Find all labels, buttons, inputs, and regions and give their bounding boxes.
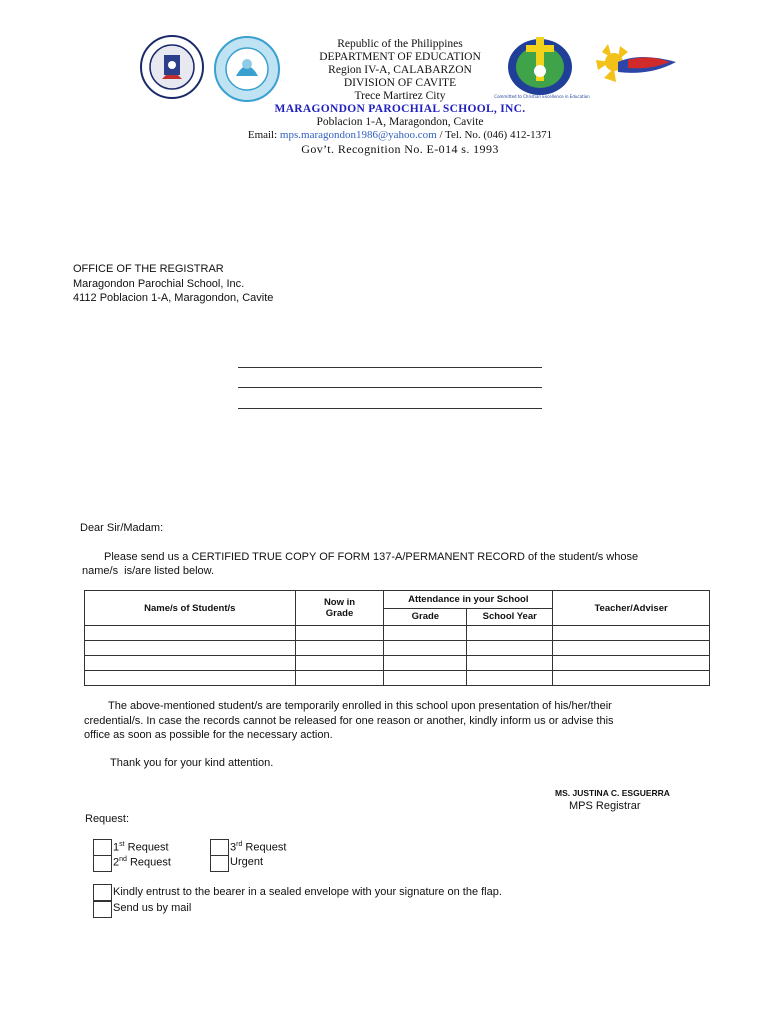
table-cell[interactable]	[85, 656, 296, 671]
email-prefix: Email:	[247, 129, 280, 141]
addressee-school: Maragondon Parochial School, Inc.	[73, 277, 245, 290]
header-teacher: Teacher/Adviser	[553, 591, 710, 626]
notice-paragraph	[84, 699, 724, 743]
table-row	[85, 641, 710, 656]
first-request-label: 1st Request	[113, 841, 169, 854]
header-student-names: Name/s of Student/s	[85, 591, 296, 626]
table-cell[interactable]	[85, 671, 296, 686]
deped-seal-logo	[140, 35, 204, 99]
school-name: MARAGONDON PAROCHIAL SCHOOL, INC.	[274, 103, 526, 115]
header-city: Trece Martirez City	[354, 90, 446, 102]
addressee-office: OFFICE OF THE REGISTRAR	[73, 263, 224, 275]
table-row	[85, 671, 710, 686]
table-cell[interactable]	[384, 671, 467, 686]
table-cell[interactable]	[85, 641, 296, 656]
addressee-address: 4112 Poblacion 1-A, Maragondon, Cavite	[73, 292, 274, 304]
student-list-table	[84, 590, 710, 686]
table-cell[interactable]	[85, 626, 296, 641]
third-request-label: 3rd Request	[230, 841, 287, 854]
header-now-in-grade	[295, 591, 384, 626]
table-cell[interactable]	[553, 626, 710, 641]
send-by-mail-label: Send us by mail	[113, 902, 192, 914]
header-republic: Republic of the Philippines	[337, 38, 463, 50]
notice-line-2: credential/s. In case the records cannot be released for one reason or another, kindly inform us or advise this	[84, 714, 614, 727]
header-attendance: Attendance in your School	[384, 591, 553, 609]
entrust-bearer-checkbox[interactable]	[93, 884, 112, 901]
signatory-title: MPS Registrar	[569, 800, 641, 812]
second-request-checkbox[interactable]	[93, 855, 112, 872]
header-attendance-year: School Year	[467, 608, 553, 626]
table-cell[interactable]	[553, 641, 710, 656]
contact-line	[180, 129, 620, 142]
send-by-mail-checkbox[interactable]	[93, 901, 112, 918]
header-attendance-grade: Grade	[384, 608, 467, 626]
header-region: Region IV-A, CALABARZON	[328, 64, 472, 76]
table-cell[interactable]	[295, 626, 384, 641]
notice-line-1: The above-mentioned student/s are temporarily enrolled in this school upon presentation of his/her/their	[108, 700, 612, 712]
header-department: DEPARTMENT OF EDUCATION	[319, 51, 481, 63]
sun-emblem-logo	[590, 40, 680, 90]
header-division: DIVISION OF CAVITE	[343, 77, 457, 89]
svg-text:Committed to Christian Excelle: Committed to Christian Excellence in Education	[494, 94, 590, 99]
recipient-blank-line-1[interactable]	[238, 367, 542, 368]
recognition-number: Gov’t. Recognition No. E-014 s. 1993	[301, 142, 499, 156]
signatory-name: MS. JUSTINA C. ESGUERRA	[555, 788, 670, 798]
email-link[interactable]: mps.maragondon1986@yahoo.com	[279, 129, 437, 141]
school-address: Poblacion 1-A, Maragondon, Cavite	[316, 116, 484, 128]
header-now-grade: Grade	[325, 608, 354, 619]
recipient-blank-line-2[interactable]	[238, 387, 542, 388]
tel-text: / Tel. No. (046) 412-1371	[436, 129, 553, 141]
notice-line-3: office as soon as possible for the necessary action.	[84, 729, 333, 741]
entrust-bearer-label: Kindly entrust to the bearer in a sealed envelope with your signature on the flap.	[113, 886, 502, 898]
header-now-in: Now in	[323, 597, 356, 608]
table-cell[interactable]	[467, 641, 553, 656]
second-request-label: 2nd Request	[113, 856, 171, 869]
table-cell[interactable]	[384, 656, 467, 671]
table-cell[interactable]	[553, 671, 710, 686]
table-cell[interactable]	[467, 656, 553, 671]
request-label: Request:	[85, 813, 130, 825]
recipient-blank-line-3[interactable]	[238, 408, 542, 409]
thanks-line: Thank you for your kind attention.	[110, 757, 274, 769]
table-cell[interactable]	[467, 626, 553, 641]
table-cell[interactable]	[295, 641, 384, 656]
first-request-checkbox[interactable]	[93, 839, 112, 856]
salutation: Dear Sir/Madam:	[80, 522, 164, 534]
table-row	[85, 656, 710, 671]
table-cell[interactable]	[467, 671, 553, 686]
request-paragraph-line-1: Please send us a CERTIFIED TRUE COPY OF FORM 137-A/PERMANENT RECORD of the student/s whose	[104, 551, 639, 563]
third-request-checkbox[interactable]	[210, 839, 229, 856]
table-cell[interactable]	[384, 641, 467, 656]
table-cell[interactable]	[295, 671, 384, 686]
urgent-checkbox[interactable]	[210, 855, 229, 872]
addressee-block	[73, 262, 473, 306]
table-cell[interactable]	[553, 656, 710, 671]
urgent-label: Urgent	[230, 856, 264, 868]
table-row	[85, 626, 710, 641]
table-cell[interactable]	[384, 626, 467, 641]
request-paragraph-line-2: name/s is/are listed below.	[82, 565, 215, 577]
table-cell[interactable]	[295, 656, 384, 671]
